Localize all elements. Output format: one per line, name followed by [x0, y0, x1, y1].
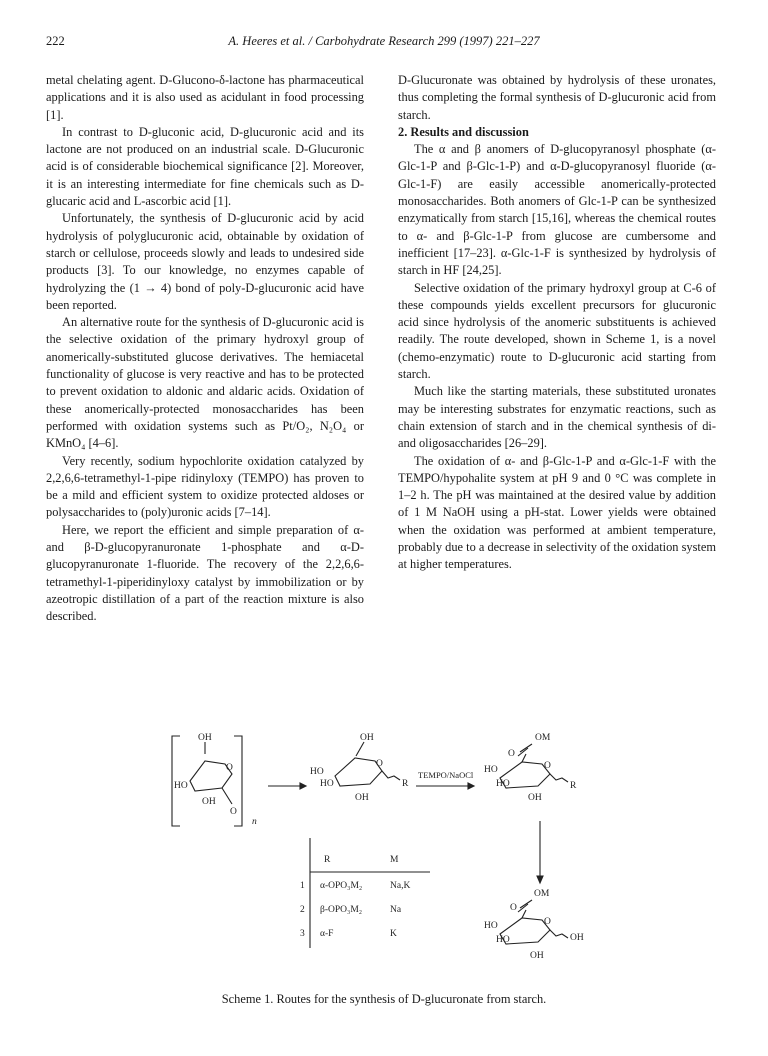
- table-cell-r: α-F: [320, 929, 334, 939]
- label-om: OM: [535, 733, 551, 743]
- table-cell-r: α-OPO₃M₂: [320, 881, 363, 891]
- label-oh: OH: [198, 733, 212, 743]
- label-o: O: [230, 807, 237, 817]
- label-oh: OH: [355, 793, 369, 803]
- paragraph: Very recently, sodium hypochlorite oxidation catalyzed by 2,2,6,6-tetramethyl-1-pipe ridinyloxy (TEMPO) has proven to be a mild and efficient system to oxidize protected aldoses or polysaccharides to (poly)uronic acids [7–14].: [46, 453, 364, 520]
- paragraph: metal chelating agent. D-Glucono-δ-lactone has pharmaceutical applications and it is also used as acidulant in food processing [1].: [46, 73, 364, 122]
- paragraph: Unfortunately, the synthesis of D-glucuronic acid by acid hydrolysis of polyglucuronic acid, obtainable by oxidation of starch or cellulose, proceeds slowly and leads to undesired side products [3]. To our knowledge, no enzymes capable of hydrolyzing the (1 → 4) bond of poly-D-glucuronic acid have been reported.: [46, 211, 364, 312]
- table-cell-r: β-OPO₃M₂: [320, 905, 363, 915]
- label-ho: HO: [320, 779, 334, 789]
- paragraph: Here, we report the efficient and simple preparation of α- and β-D-glucopyranuronate 1-phosphate and α-D-glucopyranuronate 1-fluoride. The recovery of the 2,2,6,6-tetramethyl-1-piperidinyloxy catalyst by immobilization or by azeotropic distillation of a part of the reaction mixture is also described.: [46, 522, 364, 624]
- label-ho: HO: [310, 767, 324, 777]
- table-row-num: 1: [300, 881, 305, 891]
- label-o: O: [508, 749, 515, 759]
- table-row-num: 2: [300, 905, 305, 915]
- table-header-m: M: [390, 855, 399, 865]
- paragraph: An alternative route for the synthesis of D-glucuronic acid is the selective oxidation of the primary hydroxyl group of anomerically-substituted glucose derivatives. The hemiacetal functionality of glucose is very reactive and has to be protected to prevent oxidation to aldonic and aldaric acids. Oxidation of these anomerically-protected monosaccharides has been performed with oxidation systems such as Pt/O₂, N₂O₄ or KMnO₄ [4–6].: [46, 315, 364, 451]
- page-number: 222: [46, 34, 65, 48]
- paragraph: The oxidation of α- and β-Glc-1-P and α-Glc-1-F with the TEMPO/hypohalite system at pH 9 and 0 °C was complete in 1–2 h. The pH was maintained at the desired value by addition of 1 M NaOH using a pH-stat. Lower yields were obtained when the oxidation was performed at ambient temperature, probably due to a decrease in selectivity of the oxidation system at higher temperatures.: [398, 453, 716, 572]
- section-title: 2. Results and discussion: [398, 124, 529, 139]
- page-header: [46, 34, 722, 52]
- label-oh: OH: [570, 933, 584, 943]
- label-oh: OH: [528, 793, 542, 803]
- left-column: [46, 72, 364, 626]
- figure-caption: Scheme 1. Routes for the synthesis of D-glucuronate from starch.: [221, 992, 547, 1006]
- label-o: O: [544, 917, 551, 927]
- scheme-svg: [150, 726, 620, 976]
- substituent-table: [300, 838, 430, 948]
- label-n: n: [252, 817, 257, 827]
- label-ho: HO: [496, 935, 510, 945]
- label-o: O: [544, 761, 551, 771]
- glucoside-structure: [310, 733, 409, 803]
- label-ho: HO: [496, 779, 510, 789]
- starch-structure: [172, 733, 257, 827]
- paragraph: D-Glucuronate was obtained by hydrolysis of these uronates, thus completing the formal synthesis of D-glucuronic acid from starch.: [398, 73, 716, 122]
- running-head: A. Heeres et al. / Carbohydrate Research 299 (1997) 221–227: [228, 34, 540, 48]
- label-ho: HO: [174, 781, 188, 791]
- table-cell-m: Na: [390, 905, 402, 915]
- label-om: OM: [534, 889, 550, 899]
- right-column: [398, 72, 716, 574]
- table-row-num: 3: [300, 929, 305, 939]
- reagent-label: TEMPO/NaOCl: [418, 770, 474, 780]
- label-oh: OH: [202, 797, 216, 807]
- paragraph: In contrast to D-gluconic acid, D-glucuronic acid and its lactone are not produced on an industrial scale. D-Glucuronic acid is of considerable biochemical significance [2]. Moreover, it is an interesting intermediate for fine chemicals such as D-glucaric acid and L-ascorbic acid [1].: [46, 124, 364, 209]
- table-cell-m: K: [390, 929, 397, 939]
- table-cell-m: Na,K: [390, 881, 411, 891]
- label-r: R: [402, 779, 409, 789]
- paragraph: Much like the starting materials, these substituted uronates may be interesting substrates for enzymatic reactions, such as chain extension of starch and in the chemical synthesis of di- and oligosaccharides [26–29].: [398, 384, 716, 451]
- label-r: R: [570, 781, 577, 791]
- paragraph: Selective oxidation of the primary hydroxyl group at C-6 of these compounds yields excellent precursors for glucuronic acid since hydrolysis of the anomeric substituents is achieved readily. The route developed, shown in Scheme 1, is a novel (chemo-enzymatic) route to D-glucuronic acid starting from starch.: [398, 280, 716, 382]
- uronate-structure: [484, 733, 577, 803]
- label-ho: HO: [484, 765, 498, 775]
- label-o: O: [510, 903, 517, 913]
- label-oh: OH: [530, 951, 544, 961]
- label-o: O: [376, 759, 383, 769]
- label-ho: HO: [484, 921, 498, 931]
- table-header-r: R: [324, 855, 331, 865]
- label-o: O: [226, 763, 233, 773]
- glucuronate-structure: [484, 889, 584, 961]
- label-oh: OH: [360, 733, 374, 743]
- paragraph: The α and β anomers of D-glucopyranosyl phosphate (α-Glc-1-P and β-Glc-1-P) and α-D-glucopyranosyl fluoride (α-Glc-1-F) are easily accessible anomerically-protected monosaccharides. Both anomers of Glc-1-P can be synthesized enzymatically from starch [15,16], whereas the chemical routes to α- and β-Glc-1-P from glucose are cumbersome and inefficient [17–23]. α-Glc-1-F is synthesized by hydrolysis of starch in HF [24,25].: [398, 142, 716, 278]
- scheme-figure: [150, 726, 620, 976]
